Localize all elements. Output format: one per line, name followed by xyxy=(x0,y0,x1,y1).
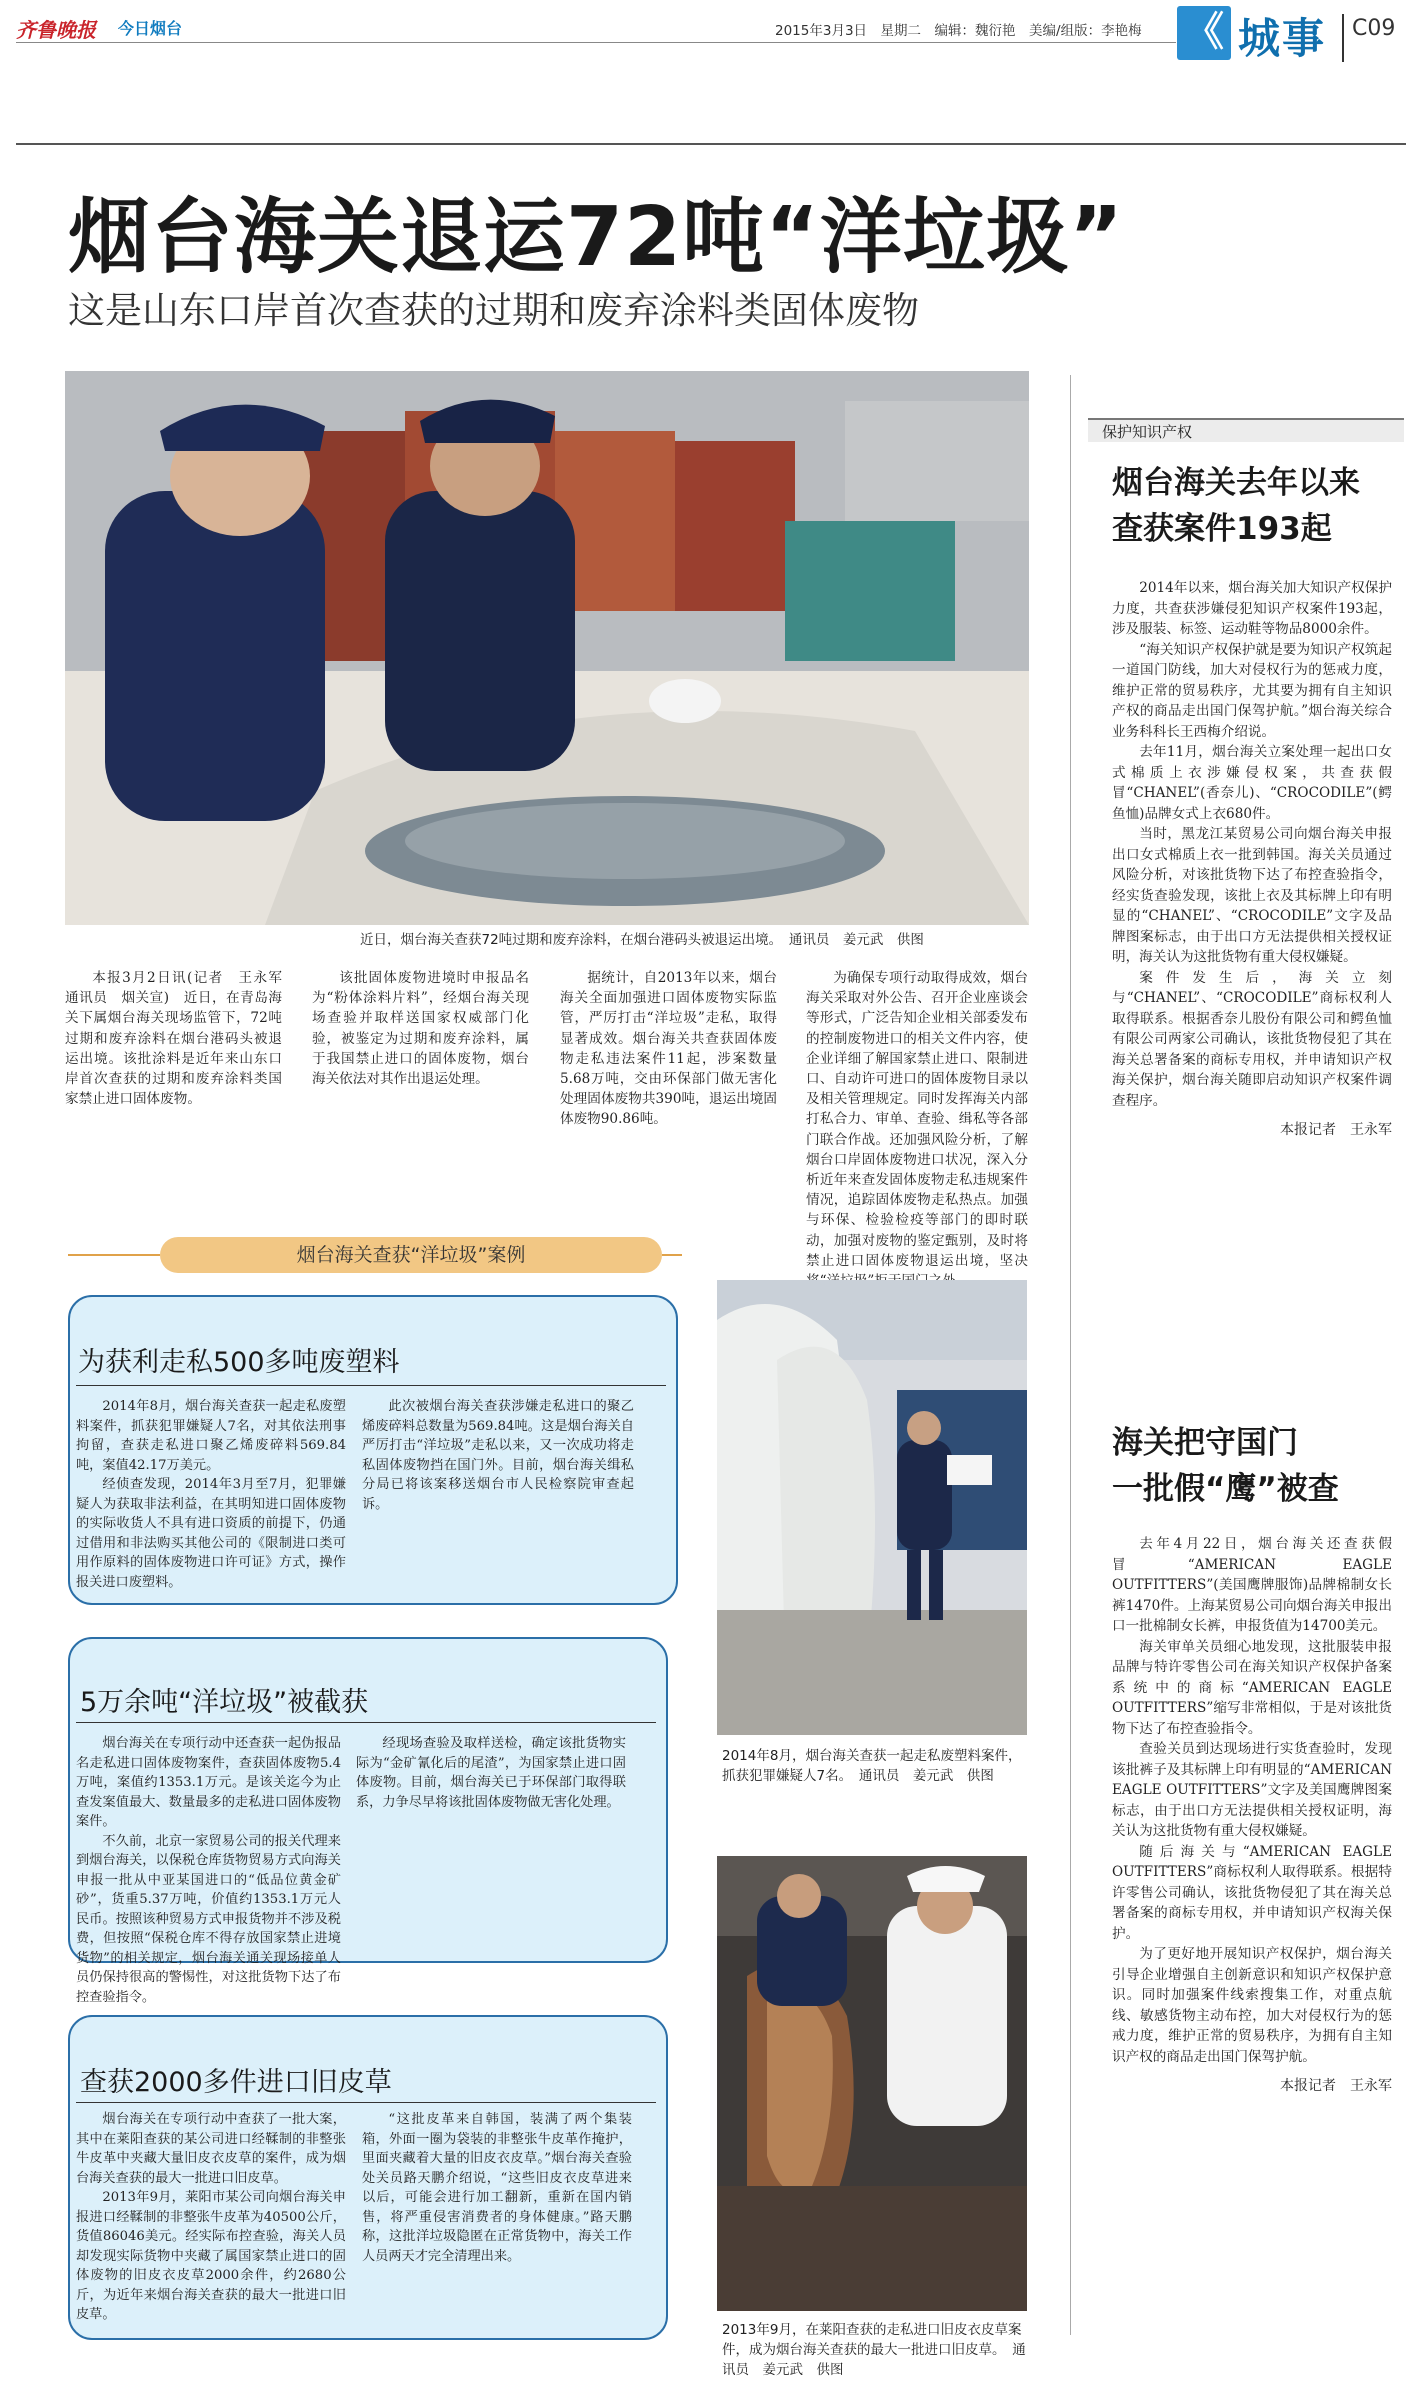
case-3-col1 xyxy=(76,2110,346,2325)
cases-banner: 烟台海关查获“洋垃圾”案例 xyxy=(160,1237,662,1273)
article-paragraph: 查验关员到达现场进行实货查验时，发现该批裤子及其标牌上印有明显的“AMERICAN EAGLE OUTFITTERS”文字及美国鹰牌图案标志，由于出口方无法提供相关授权证明，海关认为这批货物有重大侵权嫌疑。 xyxy=(1112,1741,1392,1839)
main-article-col4 xyxy=(806,968,1028,1291)
case-2-rule xyxy=(76,1722,656,1723)
sidebar-article-2 xyxy=(1112,1420,1392,2095)
case-2-col2 xyxy=(356,1734,626,1812)
article-paragraph: 据统计，自2013年以来，烟台海关全面加强进口固体废物实际监管，严厉打击“洋垃圾”走私，取得显著成效。烟台海关共查获固体废物走私违法案件11起，涉案数量5.68万吨，交由环保部门做无害化处理固体废物共390吨，退运出境固体废物90.86吨。 xyxy=(560,970,777,1128)
byline: 本报记者 王永军 xyxy=(1280,2078,1392,2094)
case-2-title: 5万余吨“洋垃圾”被截获 xyxy=(80,1687,369,1718)
top-rule xyxy=(16,143,1406,145)
case-3-rule xyxy=(76,2102,656,2103)
header-rule xyxy=(16,42,1176,43)
article-paragraph: 2014年8月，烟台海关查获一起走私废塑料案件，抓获犯罪嫌疑人7名，对其依法刑事拘留，查获走私进口聚乙烯废碎料569.84吨，案值42.17万美元。 xyxy=(76,1399,346,1473)
article-paragraph: 海关审单关员细心地发现，这批服装申报品牌与特许零售公司在海关知识产权保护备案系统中的商标“AMERICAN EAGLE OUTFITTERS”缩写非常相似，于是对该批货物下达了布控查验指令。 xyxy=(1112,1638,1392,1737)
section-name: 今日烟台 xyxy=(118,19,183,38)
article-paragraph: 2013年9月，莱阳市某公司向烟台海关申报进口经鞣制的非整张牛皮革为40500公斤，货值86046美元。经实际布控查验，海关人员却发现实际货物中夹藏了属国家禁止进口的固体废物的旧皮衣皮草2000余件，约2680公斤，为近年来烟台海关查获的最大一批进口旧皮草。 xyxy=(76,2190,346,2322)
fur-seizure-photo xyxy=(717,1856,1027,2311)
article-paragraph: 随后海关与“AMERICAN EAGLE OUTFITTERS”商标权利人取得联系。根据特许零售公司确认，该批货物侵犯了其在海关总署备案的商标专用权，并申请知识产权海关保护。 xyxy=(1112,1843,1392,1942)
sidebar-article-2-title-1: 海关把守国门 xyxy=(1112,1425,1298,1461)
main-article-col3 xyxy=(560,968,777,1130)
sidebar-label: 保护知识产权 xyxy=(1088,418,1404,442)
case-1-col1 xyxy=(76,1397,346,1592)
case-1-col2 xyxy=(362,1397,634,1514)
article-paragraph: 为了更好地开展知识产权保护，烟台海关引导企业增强自主创新意识和知识产权保护意识。同时加强案件线索搜集工作，对重点航线、敏感货物主动布控，加大对侵权行为的惩戒力度，维护正常的贸易秩序，为拥有自主知识产权的商品走出国门保驾护航。 xyxy=(1112,1946,1392,2065)
sidebar-article-1 xyxy=(1112,460,1392,1139)
article-paragraph: 本报3月2日讯(记者 王永军 通讯员 烟关宣) 近日，在青岛海关下属烟台海关现场监管下，72吨过期和废弃涂料在烟台港码头被退运出境。该批涂料是近年来山东口岸首次查获的过期和废弃涂料类国家禁止进口固体废物。 xyxy=(65,970,296,1108)
column-divider xyxy=(1070,375,1071,2335)
article-paragraph: 此次被烟台海关查获涉嫌走私进口的聚乙烯废碎料总数量为569.84吨。这是烟台海关自严厉打击“洋垃圾”走私以来，又一次成功将走私固体废物挡在国门外。目前，烟台海关缉私分局已将该案移送烟台市人民检察院审查起诉。 xyxy=(362,1399,634,1512)
sidebar-article-1-title-1: 烟台海关去年以来 xyxy=(1112,465,1360,501)
header-divider xyxy=(1342,14,1344,62)
plastic-waste-photo-caption: 2014年8月，烟台海关查获一起走私废塑料案件，抓获犯罪嫌疑人7名。 通讯员 姜元武 供图 xyxy=(722,1748,1022,1784)
fur-seizure-photo-caption: 2013年9月，在莱阳查获的走私进口旧皮衣皮草案件，成为烟台海关查获的最大一批进口旧皮草。 通讯员 姜元武 供图 xyxy=(722,2322,1026,2378)
article-paragraph: 去年4月22日，烟台海关还查获假冒“AMERICAN EAGLE OUTFITTERS”(美国鹰牌服饰)品牌棉制女长裤1470件。上海某贸易公司向烟台海关申报出口一批棉制女长裤，申报货值为14700美元。 xyxy=(1112,1536,1392,1634)
case-1-title: 为获利走私500多吨废塑料 xyxy=(78,1347,400,1378)
article-paragraph: 去年11月，烟台海关立案处理一起出口女式棉质上衣涉嫌侵权案，共查获假冒“CHANEL”(香奈儿)、“CROCODILE”(鳄鱼恤)品牌女式上衣680件。 xyxy=(1112,744,1392,822)
main-article-col1 xyxy=(65,968,296,1109)
article-paragraph: 案件发生后，海关立刻与“CHANEL”、“CROCODILE”商标权利人取得联系。根据香奈儿股份有限公司和鳄鱼恤有限公司两家公司确认，该批货物侵犯了其在海关总署备案的商标专用权，并申请知识产权海关保护，烟台海关随即启动知识产权案件调查程序。 xyxy=(1112,969,1392,1109)
article-paragraph: 2014年以来，烟台海关加大知识产权保护力度，共查获涉嫌侵犯知识产权案件193起，涉及服装、标签、运动鞋等物品8000余件。 xyxy=(1112,580,1392,637)
headline-subtitle: 这是山东口岸首次查获的过期和废弃涂料类固体废物 xyxy=(68,289,919,332)
sidebar-article-1-title-2: 查获案件193起 xyxy=(1112,511,1332,547)
city-section-title: 城事 xyxy=(1238,14,1327,63)
article-paragraph: 烟台海关在专项行动中查获了一批大案，其中在莱阳查获的某公司进口经鞣制的非整张牛皮革中夹藏大量旧皮衣皮草的案件，成为烟台海关查获的最大一批进口旧皮草。 xyxy=(76,2112,346,2186)
article-paragraph: 烟台海关在专项行动中还查获一起伪报品名走私进口固体废物案件，查获固体废物5.4万吨，案值约1353.1万元。是该关迄今为止查发案值最大、数量最多的走私进口固体废物案件。 xyxy=(76,1736,341,1829)
banner-rule-left xyxy=(68,1254,160,1256)
fur-seizure-photo-illustration xyxy=(717,1856,1027,2311)
main-article-col2 xyxy=(312,968,529,1089)
article-paragraph: 不久前，北京一家贸易公司的报关代理来到烟台海关，以保税仓库货物贸易方式向海关申报一批从中亚某国进口的“低品位黄金矿砂”，货重5.37万吨，价值约1353.1万元人民币。按照该种贸易方式申报货物并不涉及税费，但按照“保税仓库不得存放国家禁止进境货物”的相关规定，烟台海关通关现场接单人员仍保持很高的警惕性，对这批货物下达了布控查验指令。 xyxy=(76,1833,341,2005)
page-number: C09 xyxy=(1352,16,1396,41)
main-photo-caption: 近日，烟台海关查获72吨过期和废弃涂料，在烟台港码头被退运出境。 通讯员 姜元武 供图 xyxy=(360,932,924,948)
case-3-title: 查获2000多件进口旧皮草 xyxy=(80,2067,392,2098)
issue-info: 2015年3月3日 星期二 编辑：魏衍艳 美编/组版：李艳梅 xyxy=(775,23,1142,39)
headline: 烟台海关退运72吨“洋垃圾” xyxy=(68,190,1124,285)
banner-rule-right xyxy=(662,1254,682,1256)
sidebar-article-2-title-2: 一批假“鹰”被查 xyxy=(1112,1471,1339,1507)
article-paragraph: “海关知识产权保护就是要为知识产权筑起一道国门防线，加大对侵权行为的惩戒力度，维护正常的贸易秩序，尤其要为拥有自主知识产权的商品走出国门保驾护航。”烟台海关综合业务科科长王西梅介绍说。 xyxy=(1112,641,1392,740)
main-photo xyxy=(65,371,1029,925)
article-paragraph: 当时，黑龙江某贸易公司向烟台海关申报出口女式棉质上衣一批到韩国。海关关员通过风险分析，对该批货物下达了布控查验指令，经实货查验发现，该批上衣及其标牌上印有明显的“CHANEL”、“CROCODILE”文字及品牌图案标志，由于出口方无法提供相关授权证明，海关认为这批货物有重大侵权嫌疑。 xyxy=(1112,826,1392,965)
article-paragraph: 该批固体废物进境时申报品名为“粉体涂料片料”，经烟台海关现场查验并取样送国家权威部门化验，被鉴定为过期和废弃涂料，属于我国禁止进口的固体废物，烟台海关依法对其作出退运处理。 xyxy=(312,970,529,1088)
case-2-col1 xyxy=(76,1734,341,2007)
paper-logo: 齐鲁晚报 xyxy=(16,18,96,42)
case-3-col2 xyxy=(362,2110,632,2266)
plastic-waste-photo xyxy=(717,1280,1027,1735)
case-1-rule xyxy=(76,1385,666,1386)
plastic-waste-photo-illustration xyxy=(717,1280,1027,1735)
customs-officers-photo-illustration xyxy=(65,371,1029,925)
article-paragraph: 为确保专项行动取得成效，烟台海关采取对外公告、召开企业座谈会等形式，广泛告知企业相关部委发布的控制废物进口的相关文件内容，使企业详细了解国家禁止进口、限制进口、自动许可进口的固体废物目录以及相关管理规定。同时发挥海关内部打私合力、审单、查验、缉私等各部门联合作战。还加强风险分析，了解烟台口岸固体废物进口状况，深入分析近年来查发固体废物走私违规案件情况，追踪固体废物走私热点。加强与环保、检验检疫等部门的即时联动，加强对废物的鉴定甄别，及时将禁止进口固体废物退运出境，坚决 xyxy=(806,970,1028,1269)
section-badge-icon: 《 xyxy=(1177,6,1231,60)
article-paragraph: “这批皮革来自韩国，装满了两个集装箱，外面一圈为袋装的非整张牛皮革作掩护，里面夹藏着大量的旧皮衣皮草。”烟台海关查验处关员路天鹏介绍说，“这些旧皮衣皮草进来以后，可能会进行加工翻新，重新在国内销售，将严重侵害消费者的身体健康。”路天鹏称，这批洋垃圾隐匿在正常货物中，海关工作人员两天才完全清理出来。 xyxy=(362,2112,632,2264)
byline: 本报记者 王永军 xyxy=(1280,1122,1392,1138)
article-paragraph: 经侦查发现，2014年3月至7月，犯罪嫌疑人为获取非法利益，在其明知进口固体废物的实际收货人不具有进口资质的前提下，仍通过借用和非法购买其他公司的《限制进口类可用作原料的固体废物进口许可证》方式，操作报关进口废塑料。 xyxy=(76,1477,346,1590)
article-paragraph: 经现场查验及取样送检，确定该批货物实际为“金矿氰化后的尾渣”，为国家禁止进口固体废物。目前，烟台海关已于环保部门取得联系，力争尽早将该批固体废物做无害化处理。 xyxy=(356,1736,626,1810)
